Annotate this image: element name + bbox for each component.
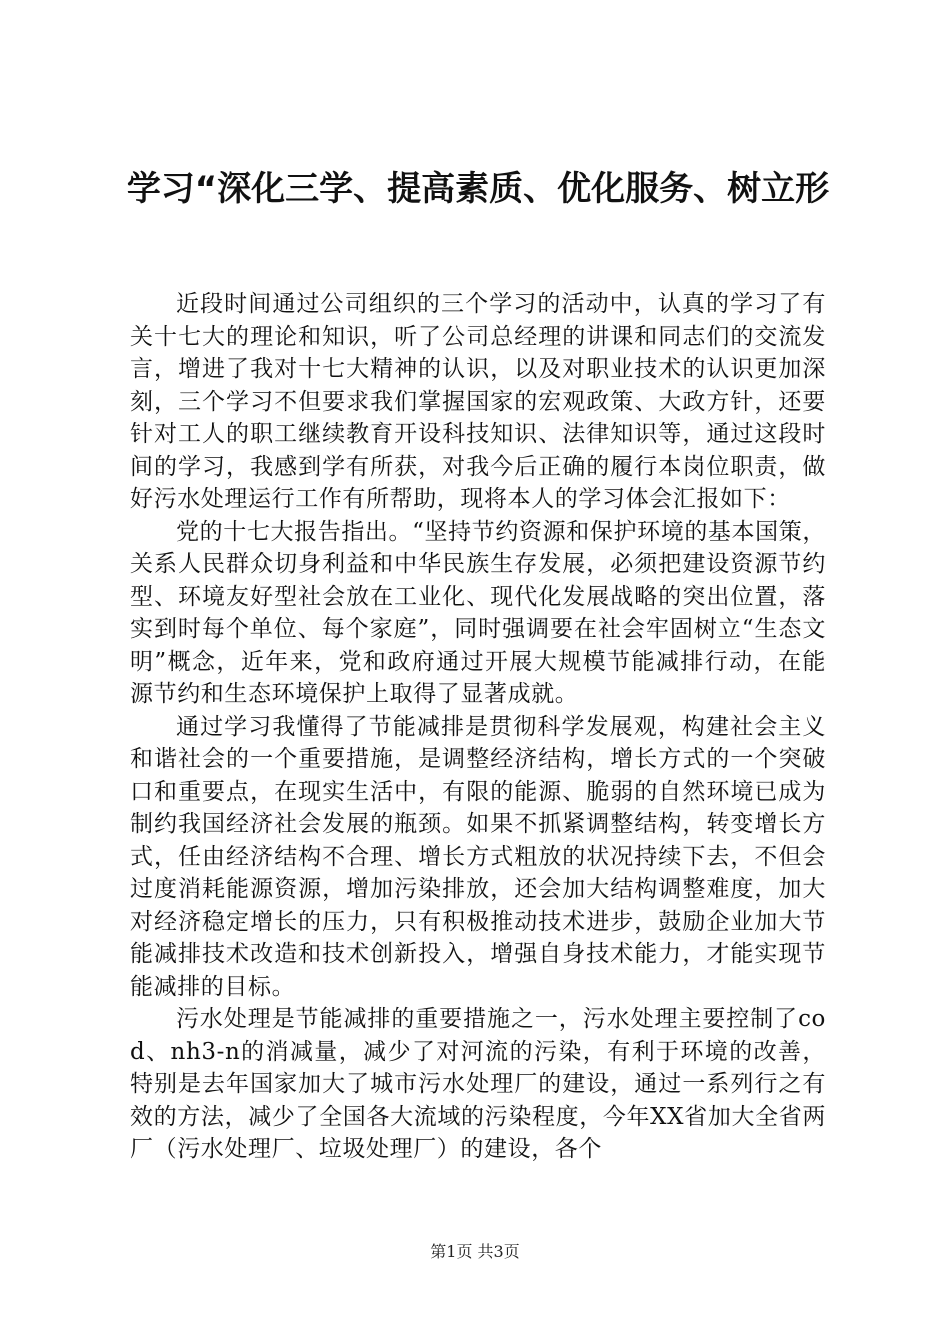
paragraph-4: 污水处理是节能减排的重要措施之一，污水处理主要控制了cod、nh3-n的消减量，减少了对河流的污染，有利于环境的改善，特别是去年国家加大了城市污水处理厂的建设，通过一系列行之有效的方法，减少了全国各大流域的污染程度，今年XX省加大全省两厂（污水处理厂、垃圾处理厂）的建设，各个 — [130, 1006, 826, 1162]
page-footer: 第1页 共3页 — [430, 1242, 520, 1261]
document-title: 学习“深化三学、提高素质、优化服务、树立形 — [126, 169, 830, 209]
paragraph-3: 通过学习我懂得了节能减排是贯彻科学发展观，构建社会主义和谐社会的一个重要措施，是调整经济结构，增长方式的一个突破口和重要点，在现实生活中，有限的能源、脆弱的自然环境已成为制约我国经济社会发展的瓶颈。如果不抓紧调整结构，转变增长方式，任由经济结构不合理、增长方式粗放的状况持续下去，不但会过度消耗能源资源，增加污染排放，还会加大结构调整难度，加大对经济稳定增长的压力，只有积极推动技术进步，鼓励企业加大节能减排技术改造和技术创新投入，增强自身技术能力，才能实现节能减排的目标。 — [130, 713, 826, 1000]
paragraph-1: 近段时间通过公司组织的三个学习的活动中，认真的学习了有关十七大的理论和知识，听了公司总经理的讲课和同志们的交流发言，增进了我对十七大精神的认识，以及对职业技术的认识更加深刻，三个学习不但要求我们掌握国家的宏观政策、大政方针，还要针对工人的职工继续教育开设科技知识、法律知识等，通过这段时间的学习，我感到学有所获，对我今后正确的履行本岗位职责，做好污水处理运行工作有所帮助，现将本人的学习体会汇报如下： — [130, 291, 826, 512]
paragraph-2: 党的十七大报告指出。“坚持节约资源和保护环境的基本国策，关系人民群众切身利益和中华民族生存发展，必须把建设资源节约型、环境友好型社会放在工业化、现代化发展战略的突出位置，落实到时每个单位、每个家庭”，同时强调要在社会牢固树立“生态文明”概念，近年来，党和政府通过开展大规模节能减排行动，在能源节约和生态环境保护上取得了显著成就。 — [130, 518, 826, 707]
document-body — [130, 288, 826, 1166]
